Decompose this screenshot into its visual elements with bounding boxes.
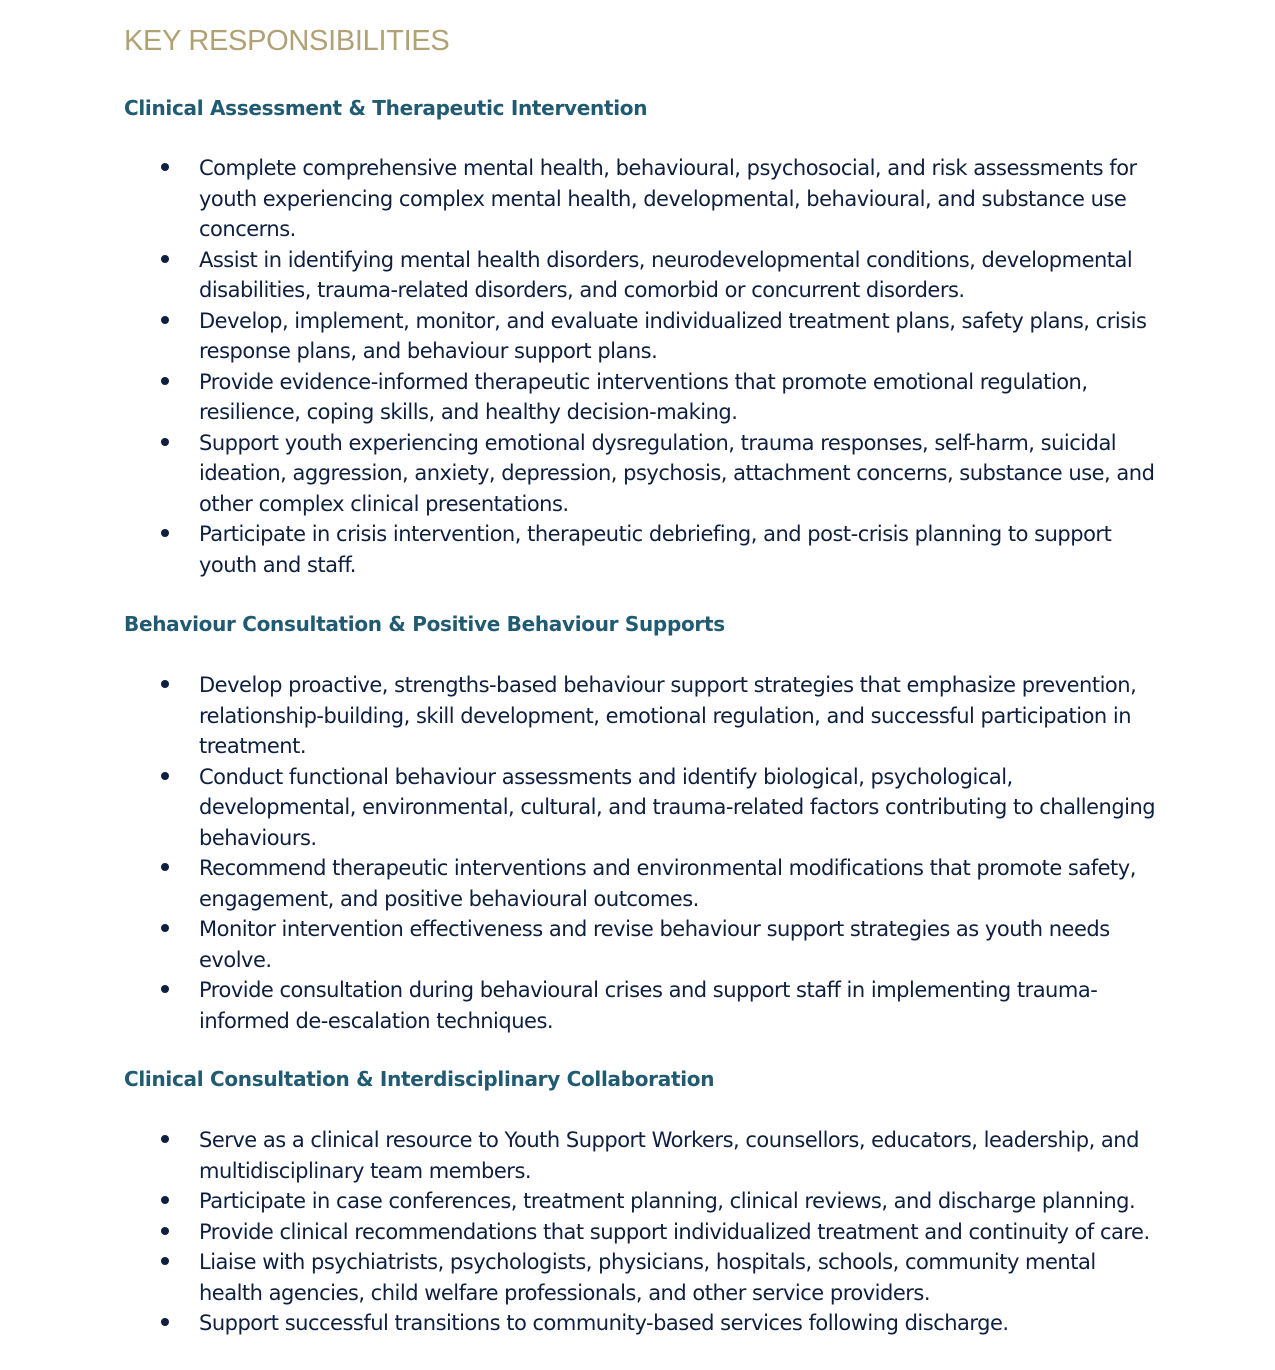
- list-item-text: Support successful transitions to community-based services following discharge.: [199, 1311, 1009, 1335]
- bullet-icon: [161, 863, 169, 871]
- list-item-text: Serve as a clinical resource to Youth Support Workers, counsellors, educators, leadership, and multidisciplinary team members.: [199, 1128, 1139, 1183]
- list-item-text: Participate in case conferences, treatment planning, clinical reviews, and discharge planning.: [199, 1189, 1136, 1213]
- bullet-icon: [161, 680, 169, 688]
- list-item-text: Develop, implement, monitor, and evaluate individualized treatment plans, safety plans, crisis response plans, and behaviour support plans.: [199, 308, 1147, 363]
- list-item-text: Develop proactive, strengths-based behaviour support strategies that emphasize prevention, relationship-building, skill development, emotional regulation, and successful participation in treatment.: [199, 673, 1137, 758]
- list-item: [0, 1308, 1159, 1339]
- list-item-text: Provide evidence-informed therapeutic interventions that promote emotional regulation, resilience, coping skills, and healthy decision-making.: [199, 369, 1088, 424]
- list-item: [0, 1247, 1159, 1308]
- list-item: [0, 975, 1159, 1036]
- list-item-text: Recommend therapeutic interventions and environmental modifications that promote safety, engagement, and positive behavioural outcomes.: [199, 856, 1136, 911]
- list-item-text: Assist in identifying mental health disorders, neurodevelopmental conditions, developmental disabilities, trauma-related disorders, and comorbid or concurrent disorders.: [199, 247, 1133, 302]
- bullet-icon: [161, 1318, 169, 1326]
- list-item: [0, 519, 1159, 580]
- bullet-list-clinical-assessment: [0, 153, 1275, 580]
- list-item: [0, 428, 1159, 520]
- list-item: [0, 914, 1159, 975]
- bullet-icon: [161, 1196, 169, 1204]
- bullet-icon: [161, 163, 169, 171]
- list-item: [0, 367, 1159, 428]
- bullet-icon: [161, 438, 169, 446]
- bullet-list-clinical-consultation: [0, 1125, 1275, 1339]
- list-item-text: Support youth experiencing emotional dysregulation, trauma responses, self-harm, suicidal ideation, aggression, anxiety, depression, psychosis, attachment concerns, substance use, and other complex clinical presentations.: [199, 430, 1155, 516]
- bullet-icon: [161, 772, 169, 780]
- list-item-text: Monitor intervention effectiveness and revise behaviour support strategies as youth needs evolve.: [199, 917, 1110, 972]
- bullet-icon: [161, 985, 169, 993]
- section-heading-behaviour-consultation: Behaviour Consultation & Positive Behaviour Supports: [124, 612, 725, 636]
- list-item-text: Complete comprehensive mental health, behavioural, psychosocial, and risk assessments for youth experiencing complex mental health, developmental, behavioural, and substance use concerns.: [199, 156, 1137, 241]
- list-item: [0, 1125, 1159, 1186]
- list-item: [0, 853, 1159, 914]
- bullet-icon: [161, 316, 169, 324]
- list-item: [0, 670, 1159, 762]
- list-item: [0, 1217, 1159, 1248]
- bullet-icon: [161, 1257, 169, 1265]
- list-item-text: Conduct functional behaviour assessments and identify biological, psychological, developmental, environmental, cultural, and trauma-related factors contributing to challenging behaviours.: [199, 764, 1156, 850]
- list-item: [0, 306, 1159, 367]
- list-item: [0, 153, 1159, 245]
- list-item-text: Provide consultation during behavioural crises and support staff in implementing trauma-informed de-escalation techniques.: [199, 978, 1098, 1033]
- section-heading-clinical-assessment: Clinical Assessment & Therapeutic Intervention: [124, 96, 648, 120]
- bullet-icon: [161, 529, 169, 537]
- bullet-icon: [161, 255, 169, 263]
- bullet-icon: [161, 924, 169, 932]
- bullet-icon: [161, 1227, 169, 1235]
- bullet-list-behaviour-consultation: [0, 670, 1275, 1036]
- list-item: [0, 762, 1159, 854]
- bullet-icon: [161, 377, 169, 385]
- list-item-text: Participate in crisis intervention, therapeutic debriefing, and post-crisis planning to support youth and staff.: [199, 522, 1112, 577]
- section-heading-clinical-consultation: Clinical Consultation & Interdisciplinary Collaboration: [124, 1067, 715, 1091]
- page-title: KEY RESPONSIBILITIES: [124, 25, 450, 57]
- bullet-icon: [161, 1135, 169, 1143]
- list-item: [0, 1186, 1159, 1217]
- list-item-text: Provide clinical recommendations that support individualized treatment and continuity of care.: [199, 1219, 1150, 1244]
- list-item-text: Liaise with psychiatrists, psychologists, physicians, hospitals, schools, community mental health agencies, child welfare professionals, and other service providers.: [199, 1250, 1096, 1305]
- list-item: [0, 245, 1159, 306]
